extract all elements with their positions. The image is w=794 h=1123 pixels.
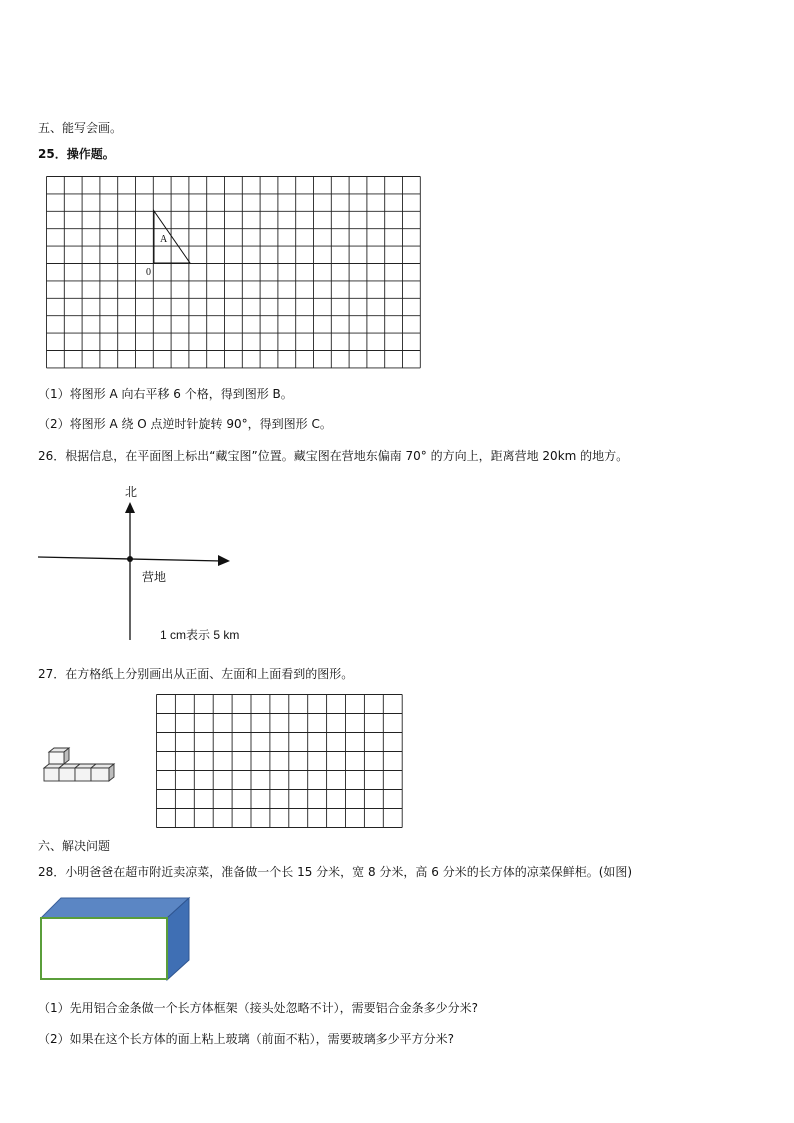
east-arrow-icon	[218, 555, 230, 566]
question-28-sub2: （2）如果在这个长方体的面上粘上玻璃（前面不粘），需要玻璃多少平方分米?	[38, 1032, 455, 1046]
question-26-title: 26．根据信息，在平面图上标出“藏宝图”位置。藏宝图在营地东偏南 70° 的方向上，距离营地 20km 的地方。	[38, 449, 629, 463]
cube-stack-figure	[42, 746, 118, 786]
north-label: 北	[125, 485, 138, 499]
point-o-label: 0	[146, 267, 151, 278]
q27-grid	[156, 694, 404, 828]
question-25-sub2: （2）将图形 A 绕 O 点逆时针旋转 90°，得到图形 C。	[38, 417, 332, 431]
question-28-title: 28．小明爸爸在超市附近卖凉菜，准备做一个长 15 分米，宽 8 分米，高 6 分米的长方体的凉菜保鲜柜。(如图)	[38, 865, 633, 879]
scale-label: 1 cm表示 5 km	[160, 628, 240, 642]
box-top-face	[41, 898, 189, 918]
shape-a-label: A	[160, 234, 168, 245]
box-front-face	[41, 918, 167, 979]
q26-compass-diagram	[36, 480, 240, 645]
cabinet-box-figure	[38, 896, 192, 982]
question-27-title: 27．在方格纸上分别画出从正面、左面和上面看到的图形。	[38, 667, 354, 681]
north-arrow-icon	[125, 502, 135, 513]
question-28-sub1: （1）先用铝合金条做一个长方体框架（接头处忽略不计），需要铝合金条多少分米?	[38, 1001, 479, 1015]
question-25-title: 25．操作题。	[38, 147, 115, 161]
camp-label: 营地	[142, 570, 167, 584]
q25-grid-figure	[46, 176, 424, 370]
section-6-title: 六、解决问题	[38, 839, 111, 853]
section-5-title: 五、能写会画。	[38, 121, 123, 135]
camp-point	[127, 556, 133, 562]
question-25-sub1: （1）将图形 A 向右平移 6 个格，得到图形 B。	[38, 387, 293, 401]
